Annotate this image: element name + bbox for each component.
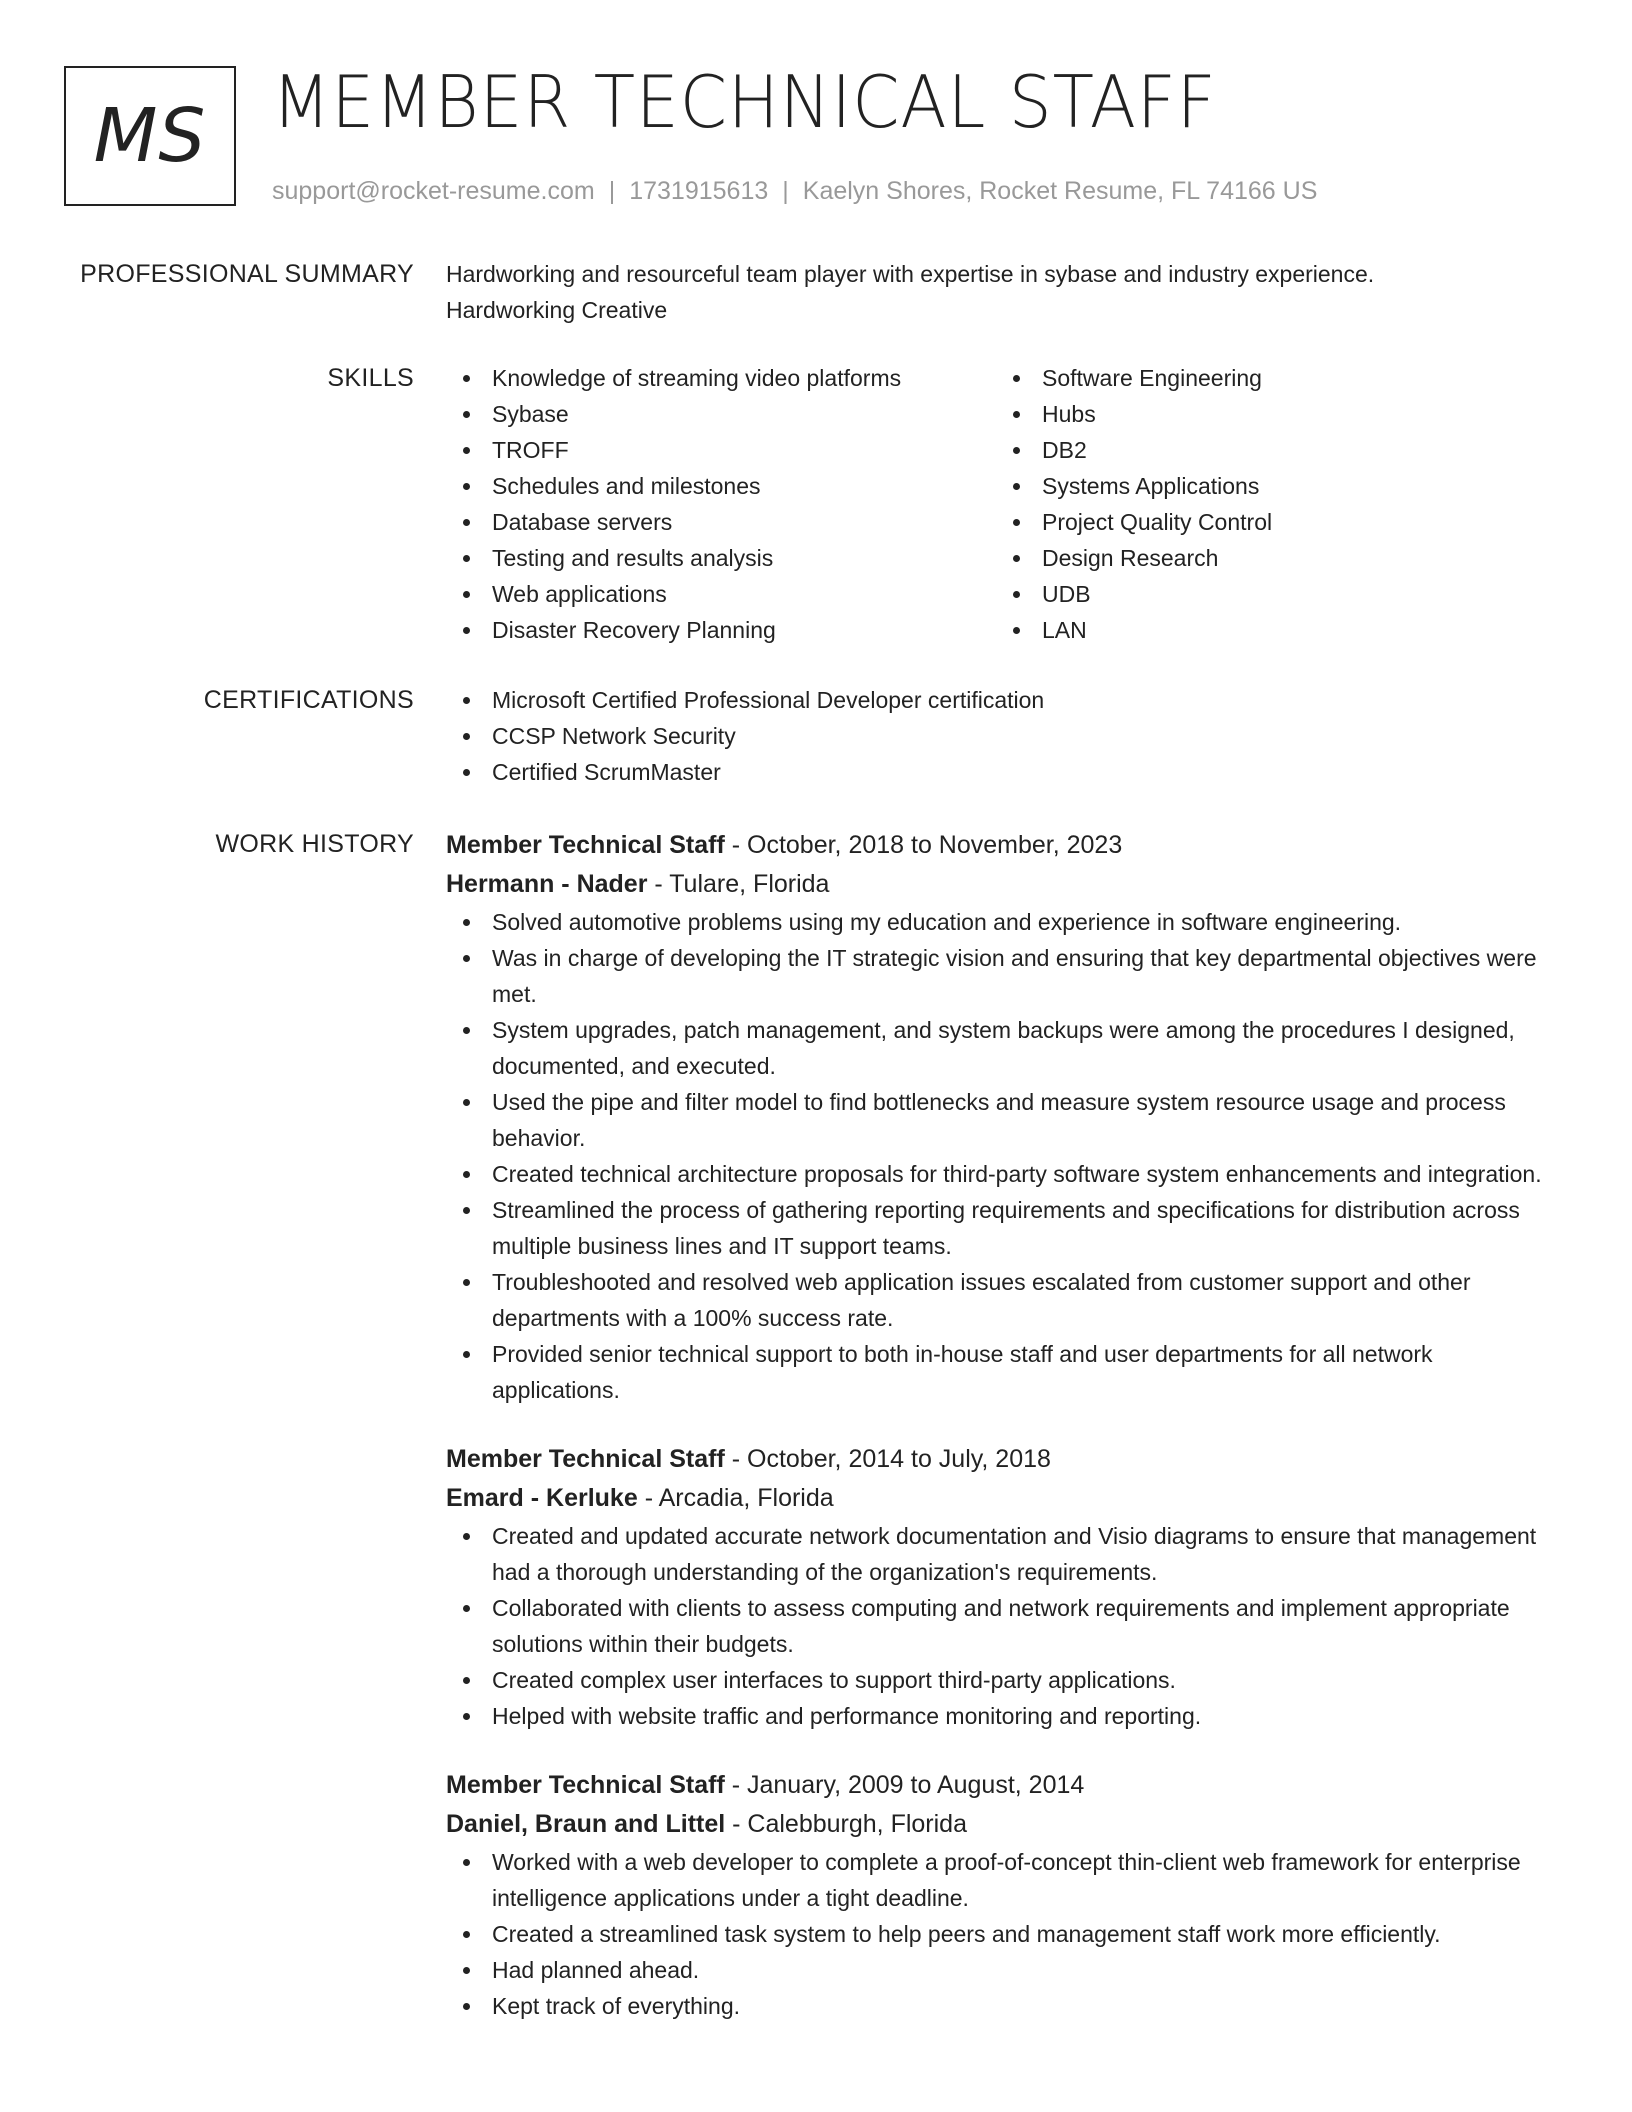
monogram-logo: MS — [64, 66, 236, 206]
job-company: Hermann - Nader — [446, 870, 648, 898]
job-duty: Collaborated with clients to assess computing and network requirements and implement appropriate solutions within their budgets. — [446, 1590, 1566, 1662]
job-duty: Troubleshooted and resolved web application issues escalated from customer support and other departments with a 100% success rate. — [446, 1264, 1566, 1336]
job-duty: System upgrades, patch management, and system backups were among the procedures I designed, documented, and executed. — [446, 1012, 1566, 1084]
job-duty: Used the pipe and filter model to find bottlenecks and measure system resource usage and process behavior. — [446, 1084, 1566, 1156]
job-duty: Created technical architecture proposals for third-party software system enhancements and integration. — [446, 1156, 1566, 1192]
job-title-line — [446, 826, 1566, 864]
job-duty: Solved automotive problems using my education and experience in software engineering. — [446, 904, 1566, 940]
job-location: - Arcadia, Florida — [637, 1484, 834, 1512]
job-role: Member Technical Staff — [446, 831, 725, 859]
job-company-line — [446, 864, 1566, 904]
skill-item: Hubs — [996, 396, 1546, 432]
job-duty: Created complex user interfaces to support third-party applications. — [446, 1662, 1566, 1698]
skill-item: Knowledge of streaming video platforms — [446, 360, 996, 396]
skills-list-right — [996, 360, 1546, 648]
job-company-line — [446, 1478, 1566, 1518]
skill-item: Systems Applications — [996, 468, 1546, 504]
job-duty: Created and updated accurate network documentation and Visio diagrams to ensure that management had a thorough understanding of the organization's requirements. — [446, 1518, 1566, 1590]
job-title-line — [446, 1440, 1566, 1478]
job-duties-list — [446, 904, 1566, 1408]
skill-item: TROFF — [446, 432, 996, 468]
summary-heading: PROFESSIONAL SUMMARY — [80, 260, 414, 288]
job-duty: Was in charge of developing the IT strategic vision and ensuring that key departmental objectives were met. — [446, 940, 1566, 1012]
job-title-line — [446, 1766, 1566, 1804]
skill-item: Web applications — [446, 576, 996, 612]
contact-line — [272, 174, 1317, 208]
job-duty: Worked with a web developer to complete a proof-of-concept thin-client web framework for enterprise intelligence applications under a tight deadline. — [446, 1844, 1566, 1916]
contact-phone[interactable]: 1731915613 — [629, 177, 769, 205]
summary-body — [446, 256, 1566, 328]
certification-item: CCSP Network Security — [446, 718, 1566, 754]
job-company: Emard - Kerluke — [446, 1484, 638, 1512]
skill-item: Sybase — [446, 396, 996, 432]
job-duties-list — [446, 1518, 1566, 1734]
resume-title: MEMBER TECHNICAL STAFF — [272, 60, 1217, 144]
job-company-line — [446, 1804, 1566, 1844]
skill-item: Software Engineering — [996, 360, 1546, 396]
job-location: - Calebburgh, Florida — [725, 1810, 967, 1838]
contact-email[interactable]: support@rocket-resume.com — [272, 177, 595, 205]
job-entry — [446, 826, 1566, 1408]
job-duty: Provided senior technical support to both in-house staff and user departments for all network applications. — [446, 1336, 1566, 1408]
job-duty: Streamlined the process of gathering reporting requirements and specifications for distribution across multiple business lines and IT support teams. — [446, 1192, 1566, 1264]
skill-item: UDB — [996, 576, 1546, 612]
job-duty: Helped with website traffic and performance monitoring and reporting. — [446, 1698, 1566, 1734]
job-location: - Tulare, Florida — [647, 870, 830, 898]
job-duty: Created a streamlined task system to help peers and management staff work more efficiently. — [446, 1916, 1566, 1952]
certifications-heading: CERTIFICATIONS — [203, 686, 414, 714]
skills-heading: SKILLS — [327, 364, 414, 392]
skills-body — [446, 360, 1566, 648]
certification-item: Certified ScrumMaster — [446, 754, 1566, 790]
skill-item: Project Quality Control — [996, 504, 1546, 540]
contact-separator: | — [782, 177, 789, 205]
job-duty: Kept track of everything. — [446, 1988, 1566, 2024]
job-duties-list — [446, 1844, 1566, 2024]
certifications-body — [446, 682, 1566, 790]
skill-item: LAN — [996, 612, 1546, 648]
work-history-body — [446, 826, 1566, 2024]
job-dates: - October, 2018 to November, 2023 — [724, 831, 1123, 859]
certifications-list — [446, 682, 1566, 790]
work-history-heading: WORK HISTORY — [215, 830, 414, 858]
contact-address: Kaelyn Shores, Rocket Resume, FL 74166 US — [802, 177, 1318, 205]
job-dates: - January, 2009 to August, 2014 — [724, 1771, 1085, 1799]
job-dates: - October, 2014 to July, 2018 — [724, 1445, 1051, 1473]
job-role: Member Technical Staff — [446, 1445, 725, 1473]
job-role: Member Technical Staff — [446, 1771, 725, 1799]
skill-item: Testing and results analysis — [446, 540, 996, 576]
skill-item: Database servers — [446, 504, 996, 540]
skill-item: Design Research — [996, 540, 1546, 576]
job-duty: Had planned ahead. — [446, 1952, 1566, 1988]
skills-list-left — [446, 360, 996, 648]
job-entry — [446, 1440, 1566, 1734]
job-entry — [446, 1766, 1566, 2024]
summary-text-line: Hardworking and resourceful team player with expertise in sybase and industry experience. — [446, 261, 1375, 287]
skill-item: Schedules and milestones — [446, 468, 996, 504]
skill-item: DB2 — [996, 432, 1546, 468]
certification-item: Microsoft Certified Professional Developer certification — [446, 682, 1566, 718]
skill-item: Disaster Recovery Planning — [446, 612, 996, 648]
job-company: Daniel, Braun and Littel — [446, 1810, 726, 1838]
summary-text-line: Hardworking Creative — [446, 297, 668, 323]
contact-separator: | — [608, 177, 616, 205]
